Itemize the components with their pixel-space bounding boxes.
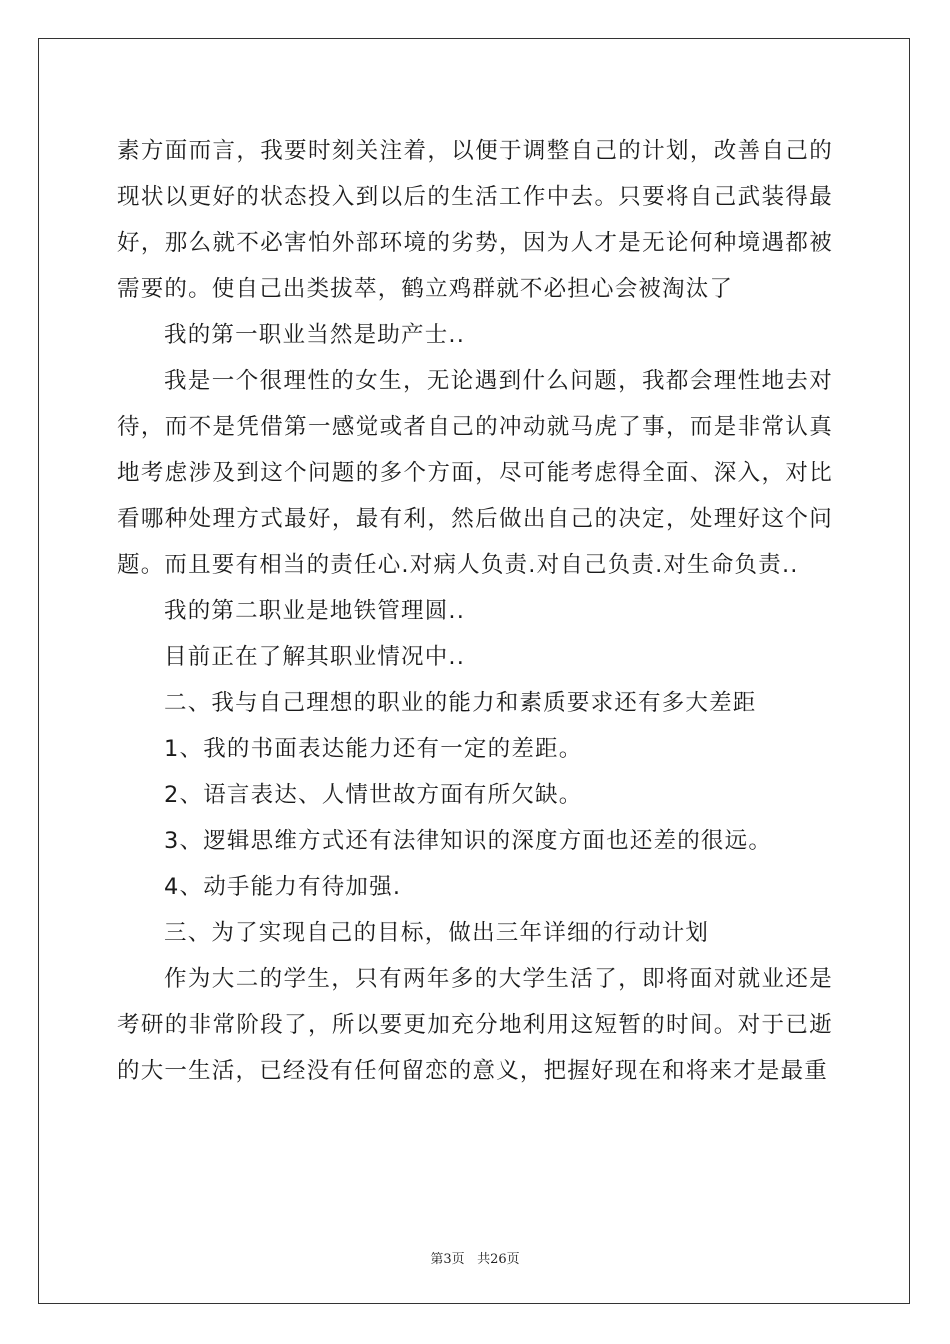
section-heading: 三、为了实现自己的目标，做出三年详细的行动计划 bbox=[164, 920, 710, 946]
document-body bbox=[117, 128, 833, 1094]
section-heading: 二、我与自己理想的职业的能力和素质要求还有多大差距 bbox=[164, 690, 757, 716]
paragraph-continuation: 素方面而言，我要时刻关注着，以便于调整自己的计划，改善自己的现状以更好的状态投入到以后的生活工作中去。只要将自己武装得最好，那么就不必害怕外部环境的劣势，因为人才是无论何种境遇都被需要的。使自己出类拔萃，鹤立鸡群就不必担心会被淘汰了 bbox=[117, 138, 833, 302]
list-item: 2、语言表达、人情世故方面有所欠缺。 bbox=[164, 782, 583, 808]
paragraph: 我的第一职业当然是助产士.. bbox=[164, 322, 466, 348]
list-item: 3、逻辑思维方式还有法律知识的深度方面也还差的很远。 bbox=[164, 828, 773, 854]
page-number: 第3页 bbox=[430, 1252, 465, 1267]
paragraph: 我是一个很理性的女生，无论遇到什么问题，我都会理性地去对待，而不是凭借第一感觉或者自己的冲动就马虎了事，而是非常认真地考虑涉及到这个问题的多个方面，尽可能考虑得全面、深入，对比看哪种处理方式最好，最有利，然后做出自己的决定，处理好这个问题。而且要有相当的责任心.对病人负责.对自己负责.对生命负责.. bbox=[117, 368, 833, 578]
list-item: 1、我的书面表达能力还有一定的差距。 bbox=[164, 736, 583, 762]
page-footer bbox=[0, 1248, 950, 1267]
paragraph: 作为大二的学生，只有两年多的大学生活了，即将面对就业还是考研的非常阶段了，所以要更加充分地利用这短暂的时间。对于已逝的大一生活，已经没有任何留恋的意义，把握好现在和将来才是最重 bbox=[117, 966, 833, 1084]
page-total: 共26页 bbox=[477, 1252, 520, 1267]
paragraph: 目前正在了解其职业情况中.. bbox=[164, 644, 466, 670]
list-item: 4、动手能力有待加强. bbox=[164, 874, 402, 900]
paragraph: 我的第二职业是地铁管理圆.. bbox=[164, 598, 466, 624]
